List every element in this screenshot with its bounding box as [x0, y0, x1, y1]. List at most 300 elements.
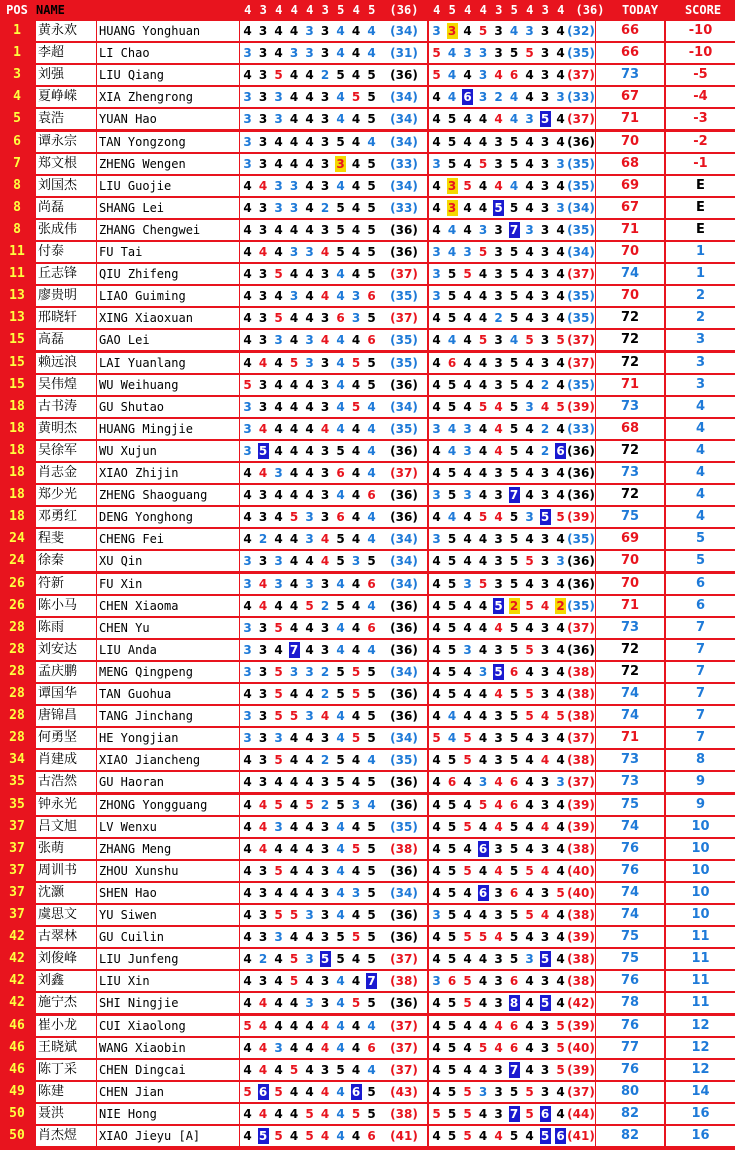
hole-7-score: 4: [336, 355, 345, 370]
hole-12-score: 4: [463, 1018, 472, 1033]
hole-3-score: 3: [274, 466, 283, 480]
hole-6-score: 3: [320, 908, 330, 922]
hole-8-score: 4: [351, 134, 361, 149]
hole-7-score: 4: [336, 24, 345, 38]
player-english-name: HE Yongjian: [97, 728, 239, 748]
hole-12-score: 5: [463, 178, 472, 193]
hole-15-score: 5: [509, 466, 519, 480]
hole-18-score: 4: [556, 222, 565, 237]
hole-16-score: 4: [525, 797, 534, 812]
hole-1-score: 3: [243, 576, 252, 591]
par-hole-10: 4: [433, 3, 441, 17]
hole-1-score: 4: [243, 222, 252, 237]
hole-14-score: 4: [494, 178, 503, 193]
hole-6-score: 3: [320, 1062, 330, 1077]
hole-18-score: 4: [556, 731, 565, 746]
out-total: (36): [381, 220, 427, 240]
player-english-name: TAN Guohua: [97, 684, 239, 704]
in-total: (38): [567, 905, 595, 925]
hole-4-score: 4: [289, 421, 299, 436]
player-row: [0, 927, 735, 948]
hole-18-score: 4: [556, 377, 565, 392]
hole-16-score: 5: [525, 333, 534, 348]
hole-14-score: 3: [494, 974, 503, 989]
hole-5-score: 4: [305, 421, 314, 436]
hole-10-score: 4: [432, 222, 441, 237]
hole-11-score: 5: [447, 797, 457, 812]
hole-18-score: 4: [556, 576, 565, 591]
hole-17-score: 3: [540, 1018, 550, 1033]
hole-13-score: 3: [478, 775, 488, 790]
hole-15-score: 5: [509, 200, 519, 215]
hole-13-score: 4: [478, 952, 488, 967]
hole-4-score: 4: [289, 1084, 299, 1099]
player-english-name: CHEN Xiaoma: [97, 596, 239, 616]
hole-1-score: 4: [243, 510, 252, 525]
hole-16-score: 4: [525, 576, 534, 591]
hole-9-score: 5: [367, 355, 376, 370]
hole-5-score: 3: [305, 908, 314, 922]
hole-5-score: 4: [305, 1062, 314, 1077]
hole-3-score: 4: [274, 156, 283, 171]
player-chinese-name: 郑文根: [36, 154, 96, 174]
hole-16-score: 4: [525, 134, 534, 149]
hole-17-score: 3: [540, 68, 550, 83]
position: 28: [9, 641, 25, 657]
hole-17-score: 3: [540, 841, 550, 856]
position: 26: [9, 575, 25, 591]
hole-18-score: 4: [556, 974, 565, 989]
hole-18-score: 4: [556, 311, 565, 326]
out-total: (34): [381, 109, 427, 129]
hole-18-score: 4: [556, 930, 565, 945]
hole-14-score: 4: [494, 819, 503, 834]
hole-15-score: 5: [509, 156, 519, 171]
hole-6-score: 2: [320, 687, 330, 701]
hole-5-score: 3: [305, 952, 314, 967]
hole-3-score: 4: [274, 443, 283, 458]
hole-6-score: 4: [320, 1040, 330, 1055]
hole-10-score: 4: [432, 598, 441, 613]
in-total: (35): [567, 154, 595, 174]
hole-17-score: 3: [540, 532, 550, 547]
hole-13-score: 5: [478, 576, 488, 591]
hole-14-score: 2: [494, 311, 503, 326]
player-chinese-name: 赖远浪: [36, 353, 96, 373]
hole-11-score: 5: [447, 134, 457, 149]
hole-15-score: 5: [509, 399, 519, 414]
hole-5-score: 4: [305, 399, 314, 414]
in-total: (34): [567, 198, 595, 218]
out-total: (37): [381, 463, 427, 483]
in-total: (35): [567, 308, 595, 328]
hole-3-score: 4: [274, 355, 283, 370]
hole-2-score: 5: [258, 1129, 268, 1143]
total-score: 4: [666, 441, 735, 461]
hole-16-score: 4: [525, 90, 534, 105]
player-english-name: XIAO Jieyu [A]: [97, 1126, 239, 1146]
hole-10-score: 5: [432, 68, 441, 83]
player-chinese-name: 袁浩: [36, 109, 96, 129]
hole-6-score: 3: [320, 731, 330, 746]
out-total: (37): [381, 949, 427, 969]
hole-7-score: 5: [336, 598, 345, 613]
hole-15-score: 5: [509, 1084, 519, 1099]
hole-18-score: 4: [556, 908, 565, 922]
player-row: [0, 264, 735, 285]
par-hole-13: 4: [479, 3, 487, 17]
hole-17-score: 6: [540, 1106, 550, 1121]
hole-12-score: 4: [463, 200, 472, 215]
hole-4-score: 4: [289, 466, 299, 480]
hole-12-score: 4: [463, 510, 472, 525]
today-score: 77: [596, 1038, 664, 1058]
out-total: (34): [381, 176, 427, 196]
hole-4-score: 4: [289, 885, 299, 900]
hole-12-score: 4: [463, 112, 472, 127]
hole-2-score: 3: [258, 90, 268, 105]
hole-8-score: 5: [351, 399, 361, 414]
hole-4-score: 4: [289, 1129, 299, 1143]
player-row: [0, 198, 735, 219]
total-score: 7: [666, 684, 735, 704]
player-row: [0, 353, 735, 374]
today-score: 74: [596, 264, 664, 284]
hole-12-score: 5: [463, 974, 472, 989]
in-total: (37): [567, 772, 595, 792]
hole-2-score: 2: [258, 532, 268, 547]
player-english-name: XIAO Jiancheng: [97, 750, 239, 770]
hole-8-score: 5: [351, 731, 361, 746]
hole-3-score: 5: [274, 1129, 283, 1143]
hole-1-score: 3: [243, 443, 252, 458]
hole-16-score: 5: [525, 709, 534, 724]
player-row: [0, 1016, 735, 1037]
player-english-name: FU Xin: [97, 574, 239, 594]
hole-7-score: 4: [336, 709, 345, 724]
player-english-name: QIU Zhifeng: [97, 264, 239, 284]
position: 18: [9, 509, 25, 525]
hole-12-score: 4: [463, 355, 472, 370]
hole-5-score: 4: [305, 289, 314, 304]
hole-17-score: 5: [540, 510, 550, 525]
today-score: 68: [596, 419, 664, 439]
hole-1-score: 4: [243, 245, 252, 259]
hole-3-score: 5: [274, 863, 283, 878]
hole-12-score: 4: [463, 1062, 472, 1077]
player-row: [0, 176, 735, 197]
hole-14-score: 3: [494, 46, 503, 61]
player-row: [0, 551, 735, 572]
hole-1-score: 4: [243, 1129, 252, 1143]
player-english-name: TANG Jinchang: [97, 706, 239, 726]
total-score: -10: [666, 43, 735, 63]
hole-11-score: 4: [447, 510, 457, 525]
hole-6-score: 4: [320, 333, 330, 348]
hole-8-score: 4: [351, 1040, 361, 1055]
hole-10-score: 4: [432, 841, 441, 856]
hole-15-score: 2: [509, 598, 519, 613]
player-row: [0, 441, 735, 462]
hole-15-score: 6: [509, 775, 519, 790]
hole-4-score: 3: [289, 245, 299, 259]
total-score: 2: [666, 308, 735, 328]
hole-4-score: 3: [289, 200, 299, 215]
out-total: (34): [381, 87, 427, 107]
hole-12-score: 4: [463, 68, 472, 83]
hole-1-score: 4: [243, 289, 252, 304]
hole-4-score: 4: [289, 554, 299, 569]
hole-2-score: 4: [258, 178, 268, 193]
hole-9-score: 4: [367, 1062, 376, 1077]
hole-3-score: 3: [274, 90, 283, 105]
hole-9-score: 5: [367, 311, 376, 326]
today-score: 72: [596, 640, 664, 660]
hole-10-score: 4: [432, 576, 441, 591]
today-score: 70: [596, 132, 664, 152]
hole-16-score: 4: [525, 1062, 534, 1077]
today-score: 75: [596, 949, 664, 969]
hole-11-score: 5: [447, 687, 457, 701]
total-score: 11: [666, 971, 735, 991]
today-score: 71: [596, 728, 664, 748]
hole-17-score: 3: [540, 664, 550, 679]
hole-7-score: 4: [336, 908, 345, 922]
out-total: (35): [381, 353, 427, 373]
hole-11-score: 6: [447, 355, 457, 370]
position: 13: [9, 310, 25, 326]
hole-15-score: 5: [509, 443, 519, 458]
hole-11-score: 5: [447, 267, 457, 282]
hole-15-score: 6: [509, 974, 519, 989]
hole-15-score: 5: [509, 245, 519, 259]
hole-12-score: 4: [463, 664, 472, 679]
hole-3-score: 5: [274, 620, 283, 635]
hole-16-score: 4: [525, 996, 534, 1011]
in-total: (41): [567, 1126, 595, 1146]
hole-13-score: 4: [478, 709, 488, 724]
player-chinese-name: 钟永光: [36, 795, 96, 815]
in-total: (36): [567, 485, 595, 505]
hole-2-score: 4: [258, 819, 268, 834]
hole-6-score: 2: [320, 68, 330, 83]
hole-7-score: 4: [336, 1106, 345, 1121]
hole-18-score: 4: [556, 687, 565, 701]
player-row: [0, 640, 735, 661]
hole-9-score: 6: [367, 576, 376, 591]
hole-2-score: 4: [258, 1040, 268, 1055]
hole-8-score: 4: [351, 156, 361, 171]
hole-8-score: 5: [351, 664, 361, 679]
hole-12-score: 5: [463, 731, 472, 746]
hole-2-score: 3: [258, 333, 268, 348]
in-total: (36): [567, 574, 595, 594]
hole-6-score: 3: [320, 443, 330, 458]
hole-13-score: 4: [478, 267, 488, 282]
today-score: 74: [596, 905, 664, 925]
hole-2-score: 3: [258, 709, 268, 724]
hole-7-score: 4: [336, 289, 345, 304]
hole-9-score: 7: [367, 974, 376, 989]
hole-18-score: 2: [556, 598, 565, 613]
hole-3-score: 4: [274, 885, 283, 900]
position: 11: [9, 266, 25, 282]
hole-7-score: 5: [336, 245, 345, 259]
hole-10-score: 4: [432, 885, 441, 900]
hole-6-score: 2: [320, 753, 330, 768]
today-score: 76: [596, 1016, 664, 1036]
hole-14-score: 4: [494, 443, 503, 458]
player-english-name: ZHONG Yongguang: [97, 795, 239, 815]
out-total: (43): [381, 1082, 427, 1102]
hole-14-score: 5: [494, 598, 503, 613]
hole-5-score: 4: [305, 466, 314, 480]
hole-5-score: 4: [305, 112, 314, 127]
out-total: (33): [381, 198, 427, 218]
player-chinese-name: 黄永欢: [36, 21, 96, 41]
player-row: [0, 817, 735, 838]
position: 18: [9, 465, 25, 480]
hole-17-score: 3: [540, 245, 550, 259]
in-total: (36): [567, 640, 595, 660]
hole-12-score: 4: [463, 156, 472, 171]
player-chinese-name: 谭永宗: [36, 132, 96, 152]
out-total: (35): [381, 330, 427, 350]
out-total: (36): [381, 795, 427, 815]
in-total: (35): [567, 176, 595, 196]
hole-17-score: 5: [540, 1129, 550, 1143]
out-total: (34): [381, 728, 427, 748]
hole-17-score: 3: [540, 1084, 550, 1099]
hole-2-score: 4: [258, 576, 268, 591]
out-total: (34): [381, 529, 427, 549]
hole-2-score: 3: [258, 620, 268, 635]
hole-8-score: 4: [351, 333, 361, 348]
hole-16-score: 5: [525, 554, 534, 569]
hole-4-score: 4: [289, 68, 299, 83]
hole-12-score: 4: [463, 775, 472, 790]
player-row: [0, 154, 735, 175]
hole-5-score: 4: [305, 68, 314, 83]
in-total: (38): [567, 839, 595, 859]
player-english-name: WANG Xiaobin: [97, 1038, 239, 1058]
total-score: E: [666, 176, 735, 196]
hole-10-score: 4: [432, 178, 441, 193]
position: 37: [9, 907, 25, 922]
hole-9-score: 5: [367, 1084, 376, 1099]
player-row: [0, 242, 735, 263]
hole-5-score: 3: [305, 46, 314, 61]
hole-15-score: 5: [509, 908, 519, 922]
total-score: 10: [666, 905, 735, 925]
hole-6-score: 3: [320, 178, 330, 193]
player-row: [0, 330, 735, 351]
hole-12-score: 3: [463, 421, 472, 436]
player-chinese-name: 程斐: [36, 529, 96, 549]
player-english-name: LIAO Guiming: [97, 286, 239, 306]
score-header: SCORE: [684, 3, 722, 17]
hole-16-score: 4: [525, 731, 534, 746]
hole-7-score: 4: [336, 46, 345, 61]
player-row: [0, 109, 735, 130]
hole-18-score: 4: [556, 46, 565, 61]
out-total: (36): [381, 375, 427, 395]
hole-16-score: 4: [525, 421, 534, 436]
hole-18-score: 5: [556, 709, 565, 724]
hole-4-score: 4: [289, 90, 299, 105]
today-score: 73: [596, 65, 664, 85]
hole-11-score: 5: [447, 841, 457, 856]
player-row: [0, 772, 735, 793]
hole-9-score: 5: [367, 841, 376, 856]
position: 46: [9, 1039, 25, 1055]
hole-14-score: 4: [494, 510, 503, 525]
today-score: 67: [596, 87, 664, 107]
hole-13-score: 4: [478, 598, 488, 613]
position: 18: [9, 442, 25, 458]
hole-12-score: 5: [463, 1106, 472, 1121]
hole-10-score: 4: [432, 333, 441, 348]
player-row: [0, 728, 735, 749]
hole-18-score: 4: [556, 952, 565, 967]
hole-7-score: 5: [336, 664, 345, 679]
position: 24: [9, 553, 25, 569]
hole-1-score: 3: [243, 90, 252, 105]
out-total: (31): [381, 43, 427, 63]
hole-10-score: 3: [432, 908, 441, 922]
hole-13-score: 4: [478, 112, 488, 127]
hole-7-score: 4: [336, 333, 345, 348]
hole-5-score: 4: [305, 200, 314, 215]
out-total: (36): [381, 706, 427, 726]
player-english-name: LIU Junfeng: [97, 949, 239, 969]
hole-2-score: 4: [258, 421, 268, 436]
hole-13-score: 4: [478, 1062, 488, 1077]
player-row: [0, 883, 735, 904]
player-row: [0, 132, 735, 153]
hole-15-score: 4: [509, 333, 519, 348]
hole-6-score: 3: [320, 377, 330, 392]
hole-4-score: 5: [289, 908, 299, 922]
out-total: (36): [381, 772, 427, 792]
hole-1-score: 3: [243, 731, 252, 746]
hole-8-score: 3: [351, 289, 361, 304]
hole-11-score: 4: [447, 333, 457, 348]
hole-6-score: 3: [320, 222, 330, 237]
hole-8-score: 4: [351, 753, 361, 768]
hole-16-score: 4: [525, 841, 534, 856]
player-row: [0, 795, 735, 816]
hole-2-score: 3: [258, 488, 268, 503]
in-total: (37): [567, 728, 595, 748]
hole-12-score: 4: [463, 466, 472, 480]
player-chinese-name: 丘志锋: [36, 264, 96, 284]
out-total: (35): [381, 419, 427, 439]
position: 1: [13, 23, 21, 38]
hole-13-score: 4: [478, 996, 488, 1011]
hole-16-score: 4: [525, 289, 534, 304]
in-total: (35): [567, 43, 595, 63]
hole-15-score: 5: [509, 421, 519, 436]
hole-4-score: 4: [289, 620, 299, 635]
hole-8-score: 6: [351, 1084, 361, 1099]
hole-18-score: 4: [556, 112, 565, 127]
player-chinese-name: 徐秦: [36, 551, 96, 571]
hole-14-score: 3: [494, 885, 503, 900]
hole-7-score: 5: [336, 68, 345, 83]
in-total: (37): [567, 109, 595, 129]
hole-9-score: 5: [367, 687, 376, 701]
